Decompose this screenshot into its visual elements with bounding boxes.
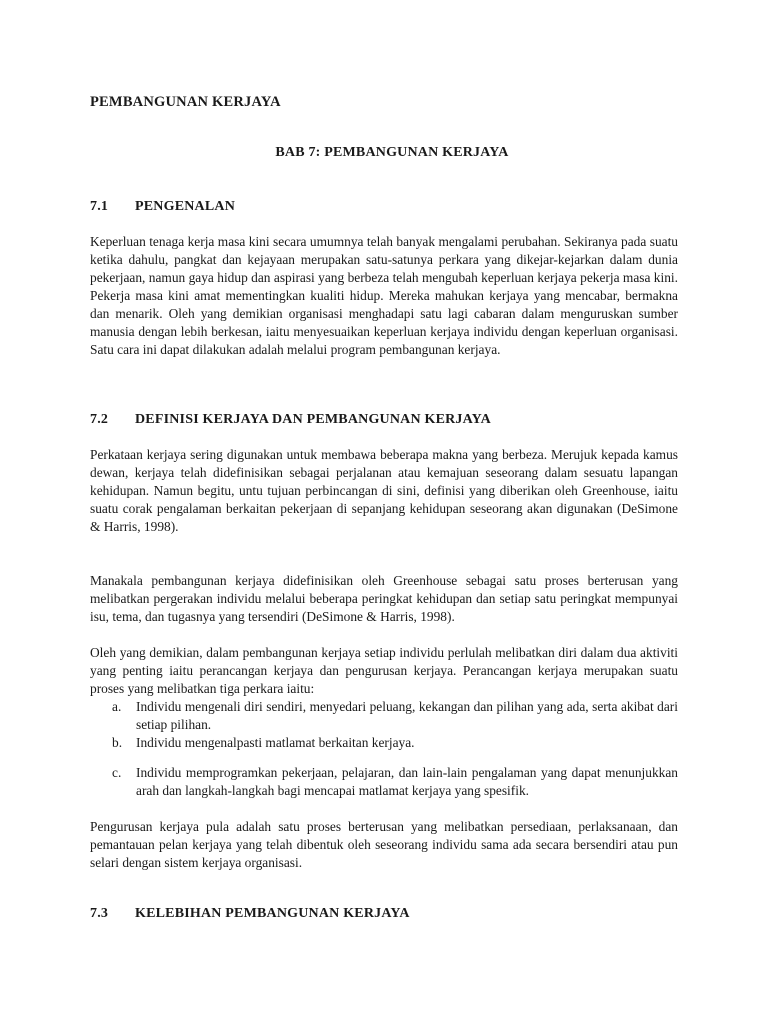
section-heading-7-3: [90, 906, 410, 922]
section-number: 7.3: [90, 906, 109, 921]
paragraph-definisi-kerjaya: Perkataan kerjaya sering digunakan untuk membawa beberapa makna yang berbeza. Merujuk kepada kamus dewan, kerjaya telah didefinisikan sebagai perjalanan atau kemajuan seseorang dalam sesuatu lapangan kehidupan. Namun begitu, untu tujuan perbincangan di sini, definisi yang diberikan oleh Greenhouse, iaitu suatu corak pengalaman berkaitan pekerjaan di sepanjang kehidupan seseorang akan digunakan (DeSimone & Harris, 1998).: [90, 447, 678, 534]
chapter-title: BAB 7: PEMBANGUNAN KERJAYA: [275, 145, 509, 160]
section-heading-7-2: [90, 412, 491, 428]
paragraph-pengurusan-kerjaya: Pengurusan kerjaya pula adalah satu proses berterusan yang melibatkan persediaan, perlaksanaan, dan pemantauan pelan kerjaya yang telah dibentuk oleh seseorang individu sama ada secara bersendiri atau pun selari dengan sistem kerjaya organisasi.: [90, 819, 678, 870]
paragraph-definisi-pembangunan: Manakala pembangunan kerjaya didefinisikan oleh Greenhouse sebagai satu proses berterusan yang melibatkan pergerakan individu melalui beberapa peringkat kehidupan dan setiap satu peringkat mempunyai isu, tema, dan tugasnya yang tersendiri (DeSimone & Harris, 1998).: [90, 573, 678, 624]
document-title: PEMBANGUNAN KERJAYA: [90, 94, 281, 110]
list-item: [90, 734, 678, 752]
list-item: [90, 764, 678, 800]
list-marker: b.: [112, 735, 123, 750]
list-marker: a.: [112, 699, 122, 714]
section-heading-7-1: [90, 199, 235, 215]
section-number: 7.1: [90, 199, 109, 214]
section-title: PENGENALAN: [135, 199, 236, 214]
perancangan-list: [90, 698, 678, 800]
list-item-text: Individu memprogramkan pekerjaan, pelajaran, dan lain-lain pengalaman yang dapat menunjukkan arah dan langkah-langkah bagi mencapai matlamat kerjaya yang spesifik.: [136, 765, 678, 798]
paragraph-pengenalan: Keperluan tenaga kerja masa kini secara umumnya telah banyak mengalami perubahan. Sekiranya pada suatu ketika dahulu, pangkat dan kejayaan merupakan satu-satunya perkara yang dikejar-kejarkan dalam dunia pekerjaan, namun gaya hidup dan aspirasi yang berbeza telah mengubah keperluan kerjaya pekerja masa kini. Pekerja masa kini amat mementingkan kualiti hidup. Mereka mahukan kerjaya yang mencabar, bermakna dan menarik. Oleh yang demikian organisasi menghadapi satu lagi cabaran dalam menguruskan sumber manusia dengan lebih berkesan, iaitu menyesuaikan keperluan kerjaya individu dengan keperluan organisasi. Satu cara ini dapat dilakukan adalah melalui program pembangunan kerjaya.: [90, 234, 678, 357]
section-number: 7.2: [90, 412, 109, 427]
list-item: [90, 698, 678, 734]
section-title: KELEBIHAN PEMBANGUNAN KERJAYA: [135, 906, 410, 921]
list-item-text: Individu mengenalpasti matlamat berkaitan kerjaya.: [136, 735, 415, 750]
list-marker: c.: [112, 765, 122, 780]
paragraph-aktiviti: Oleh yang demikian, dalam pembangunan kerjaya setiap individu perlulah melibatkan diri dalam dua aktiviti yang penting iaitu perancangan kerjaya dan pengurusan kerjaya. Perancangan kerjaya merupakan suatu proses yang melibatkan tiga perkara iaitu:: [90, 645, 678, 696]
section-title: DEFINISI KERJAYA DAN PEMBANGUNAN KERJAYA: [135, 412, 491, 427]
list-item-text: Individu mengenali diri sendiri, menyedari peluang, kekangan dan pilihan yang ada, serta akibat dari setiap pilihan.: [136, 699, 678, 732]
